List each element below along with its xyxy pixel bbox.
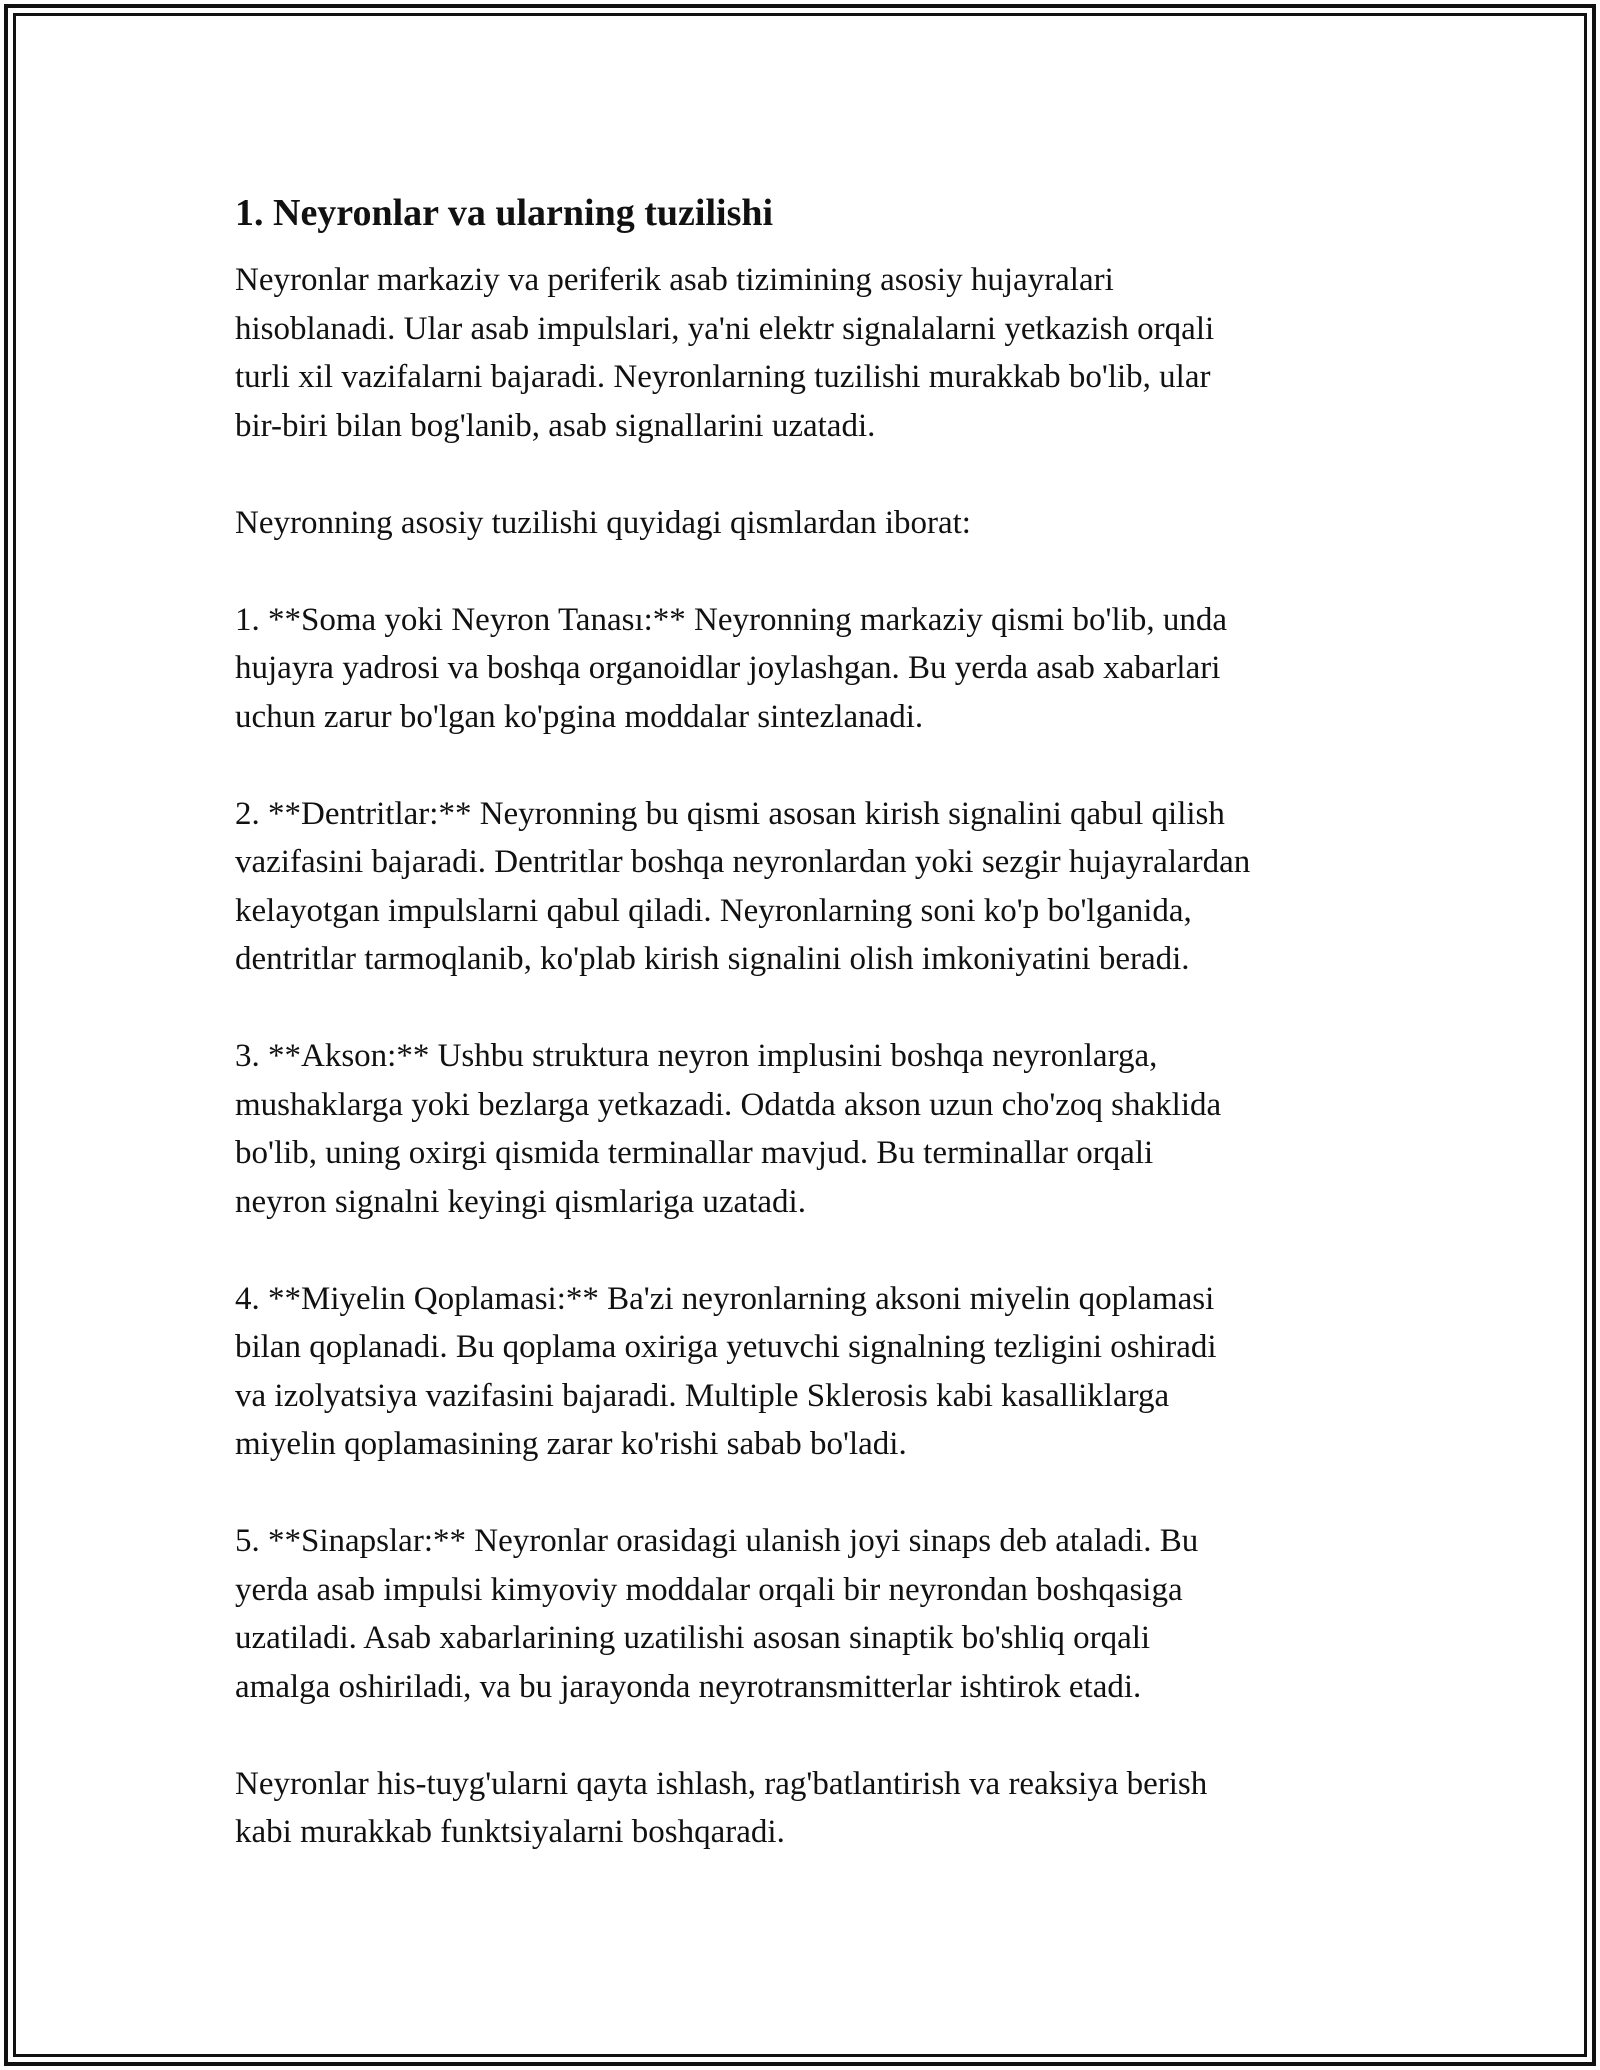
list-item-axon: 3. **Akson:** Ushbu struktura neyron implusini boshqa neyronlarga, mushaklarga yoki bezlarga yetkazadi. Odatda akson uzun cho'zoq shaklida bo'lib, uning oxirgi qismida terminallar mavjud. Bu terminallar orqali neyron signalni keyingi qismlariga uzatadi. xyxy=(235,1038,1222,1220)
document-title: 1. Neyronlar va ularning tuzilishi xyxy=(235,192,774,234)
closing-paragraph: Neyronlar his-tuyg'ularni qayta ishlash, rag'batlantirish va reaksiya berish kabi murakkab funktsiyalarni boshqaradi. xyxy=(235,1765,1208,1850)
intro-paragraph: Neyronlar markaziy va periferik asab tizimining asosiy hujayralari hisoblanadi. Ular asab impulslari, ya'ni elektr signalalarni yetkazish orqali turli xil vazifalarni bajaradi. Neyronlarning tuzilishi murakkab bo'lib, ular bir-biri bilan bog'lanib, asab signallarini uzatadi. xyxy=(235,262,1215,444)
list-item-dentrites: 2. **Dentritlar:** Neyronning bu qismi asosan kirish signalini qabul qilish vazifasini bajaradi. Dentritlar boshqa neyronlardan yoki sezgir hujayralardan kelayotgan impulslarni qabul qiladi. Neyronlarning soni ko'p bo'lganida, dentritlar tarmoqlanib, ko'plab kirish signalini olish imkoniyatini beradi. xyxy=(235,795,1251,977)
list-item-myelin: 4. **Miyelin Qoplamasi:** Ba'zi neyronlarning aksoni miyelin qoplamasi bilan qoplanadi. Bu qoplama oxiriga yetuvchi signalning tezligini oshiradi va izolyatsiya vazifasini bajaradi. Multiple Sklerosis kabi kasalliklarga miyelin qoplamasining zarar ko'rishi sabab bo'ladi. xyxy=(235,1280,1217,1462)
document-body xyxy=(235,188,1375,1905)
list-item-synapses: 5. **Sinapslar:** Neyronlar orasidagi ulanish joyi sinaps deb ataladi. Bu yerda asab impulsi kimyoviy moddalar orqali bir neyrondan boshqasiga uzatiladi. Asab xabarlarining uzatilishi asosan sinaptik bo'shliq orqali amalga oshiriladi, va bu jarayonda neyrotransmitterlar ishtirok etadi. xyxy=(235,1523,1199,1705)
list-item-soma: 1. **Soma yoki Neyron Tanası:** Neyronning markaziy qismi bo'lib, unda hujayra yadrosi va boshqa organoidlar joylashgan. Bu yerda asab xabarlari uchun zarur bo'lgan ko'pgina moddalar sintezlanadi. xyxy=(235,601,1227,735)
structure-lead-paragraph: Neyronning asosiy tuzilishi quyidagi qismlardan iborat: xyxy=(235,504,971,541)
